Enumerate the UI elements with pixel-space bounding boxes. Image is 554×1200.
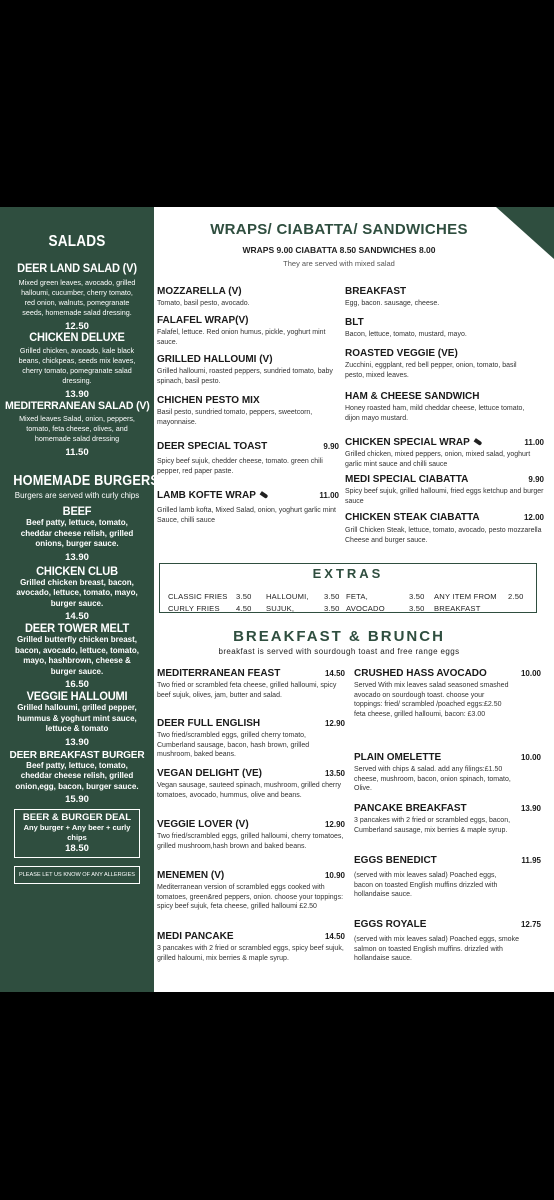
breakfast-item: PANCAKE BREAKFAST 13.90 3 pancakes with 2 fried or scrambled eggs, bacon, Cumberland sausage, mix berries & maple syrup. [354, 803, 541, 834]
breakfast-item: EGGS ROYALE 12.75 (served with mix leaves salad) Poached eggs, smoke salmon on toasted English muffins. drizzled with hollandaise sauce. [354, 919, 541, 962]
burger-item: BEEF Beef patty, lettuce, tomato, cheddar cheese relish, grilled onions, burger sauce. 13.90 [20, 506, 134, 563]
burgers-title: HOMEMADE BURGERS [13, 472, 160, 489]
breakfast-title: BREAKFAST & BRUNCH [233, 628, 445, 645]
breakfast-item: CRUSHED HASS AVOCADO 10.00 Served With mix leaves salad seasoned smashed avocado on sourdough toast. choose your toppings: fried/ scrambled /poached eggs:£2.50 feta cheese, grilled halloumi, bacon: £3.00 [354, 668, 541, 718]
burgers-subtitle: Burgers are served with curly chips [14, 491, 140, 500]
breakfast-item: MEDITERRANEAN FEAST 14.50 Two fried or scrambled feta cheese, grilled halloumi, spicy beef sujuk, olives, jam, butter and salad. [157, 668, 345, 699]
salad-item: MEDITERRANEAN SALAD (V) Mixed leaves Salad, onion, peppers, tomato, feta cheese, olives, and homemade salad dressing 11.50 [5, 400, 150, 458]
breakfast-item: EGGS BENEDICT 11.95 (served with mix leaves salad) Poached eggs, bacon on toasted English muffins drizzled with hollandaise sauce. [354, 855, 541, 898]
wrap-item: FALAFEL WRAP(V) Falafel, lettuce. Red onion humus, pickle, yoghurt mint sauce. [157, 315, 326, 346]
sidebar [0, 207, 160, 992]
breakfast-item: MENEMEN (V) 10.90 Mediterranean version of scrambled eggs cooked with tomatoes, green&red peppers, onion. choose your toppings: spicy beef sujuk, feta cheese, grilled halloumi £2.50 [157, 870, 345, 910]
special-item: DEER SPECIAL TOAST 9.90 Spicy beef sujuk, chedder cheese, tomato. green chili pepper, red paper paste. [157, 441, 339, 475]
burger-item: DEER TOWER MELT Grilled butterfly chicken breast, bacon, avocado, lettuce, tomato, mayo, hashbrown, cheese & burger sauce. 16.50 [14, 623, 140, 690]
breakfast-item: VEGGIE LOVER (V) 12.90 Two fried/scrambled eggs, grilled halloumi, cherry tomatoes, grilled mushroom,hash brown and baked beans. [157, 819, 345, 850]
wrap-item: GRILLED HALLOUMI (V) Grilled halloumi, roasted peppers, sundried tomato, baby spinach, basil pesto. [157, 354, 333, 385]
wrap-item: ROASTED VEGGIE (VE) Zucchini, eggplant, red bell pepper, onion, tomato, basil pesto, mixed leaves. [345, 348, 517, 379]
main-section [154, 207, 554, 992]
special-item: CHICKEN STEAK CIABATTA 12.00 Grill Chicken Steak, lettuce, tomato, avocado, pesto mozzarella Cheese and burger sauce. [345, 512, 544, 544]
breakfast-subtitle: breakfast is served with sourdough toast and free range eggs [218, 647, 460, 656]
wrap-item: BREAKFAST Egg, bacon. sausage, cheese. [345, 286, 440, 307]
wrap-item: HAM & CHEESE SANDWICH Honey roasted ham, mild cheddar cheese, lettuce tomato, dijon mayo mustard. [345, 391, 525, 422]
chili-icon [473, 438, 482, 446]
breakfast-item: DEER FULL ENGLISH 12.90 Two fried/scrambled eggs, grilled cherry tomato, Cumberland sausage, bacon, hash brown, grilled mushroom, baked beans. [157, 718, 345, 758]
special-item: MEDI SPECIAL CIABATTA 9.90 Spicy beef sujuk, grilled halloumi, fried eggs ketchup and burger sauce [345, 474, 544, 505]
beer-burger-deal: BEER & BURGER DEAL Any burger + Any beer + curly chips 18.50 [14, 809, 140, 858]
breakfast-item: MEDI PANCAKE 14.50 3 pancakes with 2 fried or scrambled eggs, spicy beef sujuk, grilled haloumi, mix berries & maple syrup. [157, 931, 345, 962]
wraps-subtitle: They are served with mixed salad [283, 259, 395, 268]
wrap-item: CHICHEN PESTO MIX Basil pesto, sundried tomato, peppers, sweetcorn, mayonnaise. [157, 395, 313, 426]
burger-item: DEER BREAKFAST BURGER Beef patty, lettuce, tomato, cheddar cheese relish, grilled onion,egg, bacon, burger sauce. 15.90 [9, 748, 145, 805]
wrap-item: BLT Bacon, lettuce, tomato, mustard, mayo. [345, 317, 467, 338]
salads-title: SALADS [48, 233, 106, 250]
salad-item: CHICKEN DELUXE Grilled chicken, avocado, kale black beans, chickpeas, seeds mix leaves, cherry tomato, pomegranate salad dressing. 13.90 [18, 332, 136, 400]
wrap-item: MOZZARELLA (V) Tomato, basil pesto, avocado. [157, 286, 250, 307]
menu-page [0, 207, 554, 992]
allergy-notice: PLEASE LET US KNOW OF ANY ALLERGIES [14, 866, 140, 884]
breakfast-item: PLAIN OMELETTE 10.00 Served with chips & salad. add any filings:£1.50 cheese, mushroom, bacon, onion spinach, tomato, Olive. [354, 752, 541, 792]
chili-icon [259, 491, 268, 499]
salad-item: DEER LAND SALAD (V) Mixed green leaves, avocado, grilled halloumi, cucumber, cherry tomato, red onion, walnuts, pomegranate seeds, homemade salad dressing. 12.50 [17, 263, 137, 332]
burger-item: CHICKEN CLUB Grilled chicken breast, bacon, avocado, lettuce, tomato, mayo, burger sauce. 14.50 [16, 565, 138, 622]
special-item: LAMB KOFTE WRAP 11.00 Grilled lamb kofta, Mixed Salad, onion, yoghurt garlic mint Sauce, chilli sauce [157, 490, 339, 524]
burger-item: VEGGIE HALLOUMI Grilled halloumi, grilled pepper, hummus & yoghurt mint sauce, lettuce & tomato 13.90 [17, 691, 137, 748]
wraps-prices: WRAPS 9.00 CIABATTA 8.50 SANDWICHES 8.00 [242, 245, 436, 255]
special-item: CHICKEN SPECIAL WRAP 11.00 Grilled chicken, mixed peppers, onion, mixed salad, yoghurt garlic mint sauce and chilli sauce [345, 437, 544, 468]
extras-box: EXTRAS CLASSIC FRIES 3.50 HALLOUMI, 3.50 FETA, 3.50 ANY ITEM FROM 2.50 CURLY FRIES 4.50 SUJUK, 3.50 AVOCADO 3.50 BREAKFAST [159, 563, 537, 613]
breakfast-item: VEGAN DELIGHT (VE) 13.50 Vegan sausage, sauteed spinach, mushroom, grilled cherry tomatoes, avocado, hummus, olive and beans. [157, 768, 345, 799]
wraps-title: WRAPS/ CIABATTA/ SANDWICHES [210, 221, 468, 238]
